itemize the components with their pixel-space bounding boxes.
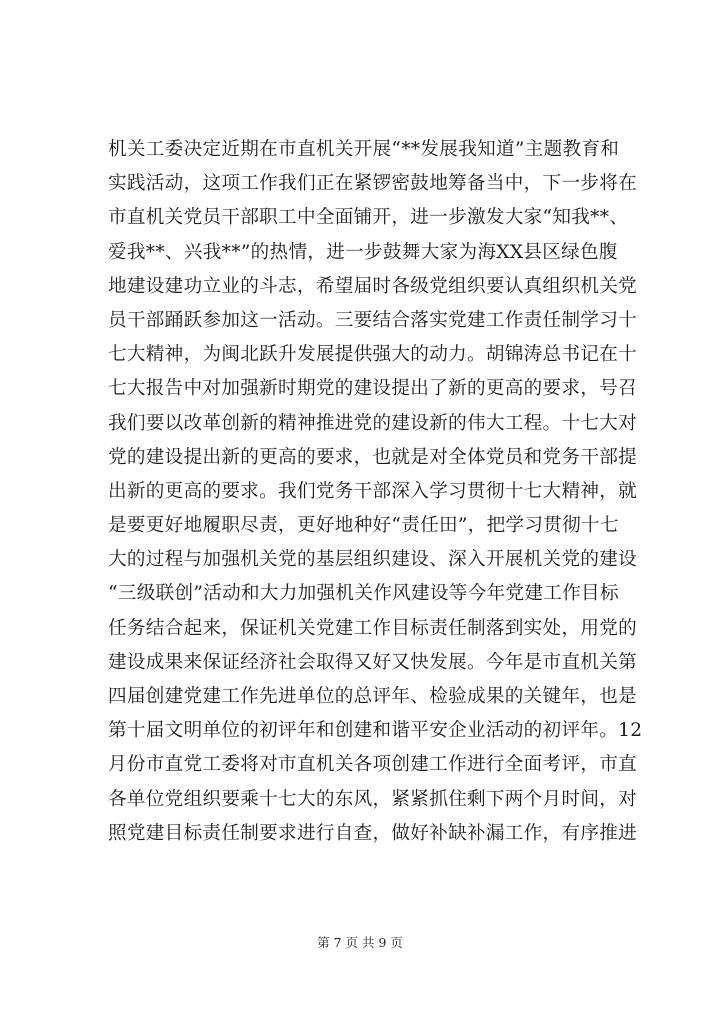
text-line: 出新的更高的要求。我们党务干部深入学习贯彻十七大精神，就 — [108, 480, 638, 502]
text-line: 各单位党组织要乘十七大的东风，紧紧抓住剩下两个月时间，对 — [108, 788, 638, 810]
text-line: 是要更好地履职尽责，更好地种好“责任田”，把学习贯彻十七 — [108, 515, 619, 537]
text-line: 机关工委决定近期在市直机关开展“**发展我知道”主题教育和 — [108, 139, 620, 160]
text-line: 大的过程与加强机关党的基层组织建设、深入开展机关党的建设 — [108, 549, 638, 571]
text-line: “三级联创”活动和大力加强机关作风建设等今年党建工作目标 — [108, 583, 619, 605]
text-line: 七大精神，为闽北跃升发展提供强大的动力。胡锦涛总书记在十 — [108, 344, 638, 366]
text-line: 地建设建功立业的斗志，希望届时各级党组织要认真组织机关党 — [108, 275, 638, 297]
text-line: 建设成果来保证经济社会取得又好又快发展。今年是市直机关第 — [108, 651, 638, 673]
text-line: 七大报告中对加强新时期党的建设提出了新的更高的要求，号召 — [108, 378, 638, 400]
text-line: 市直机关党员干部职工中全面铺开，进一步激发大家“知我**、 — [108, 207, 629, 229]
text-line: 实践活动，这项工作我们正在紧锣密鼓地筹备当中，下一步将在 — [108, 173, 638, 195]
text-line: 照党建目标责任制要求进行自查，做好补缺补漏工作，有序推进 — [108, 822, 638, 844]
text-line: 四届创建党建工作先进单位的总评年、检验成果的关键年，也是 — [108, 686, 638, 707]
text-line: 爱我**、兴我**”的热情，进一步鼓舞大家为海XX县区绿色腹 — [108, 241, 618, 263]
text-line: 党的建设提出新的更高的要求，也就是对全体党员和党务干部提 — [108, 446, 638, 468]
body-text — [108, 133, 643, 851]
page-number-footer: 第 7 页 共 9 页 — [317, 935, 403, 950]
text-line: 月份市直党工委将对市直机关各项创建工作进行全面考评，市直 — [108, 754, 638, 776]
text-line: 员干部踊跃参加这一活动。三要结合落实党建工作责任制学习十 — [108, 309, 638, 331]
text-line: 第十届文明单位的初评年和创建和谐平安企业活动的初评年。12 — [108, 720, 643, 742]
text-line: 任务结合起来，保证机关党建工作目标责任制落到实处，用党的 — [108, 617, 638, 639]
text-line: 我们要以改革创新的精神推进党的建设新的伟大工程。十七大对 — [108, 412, 638, 434]
